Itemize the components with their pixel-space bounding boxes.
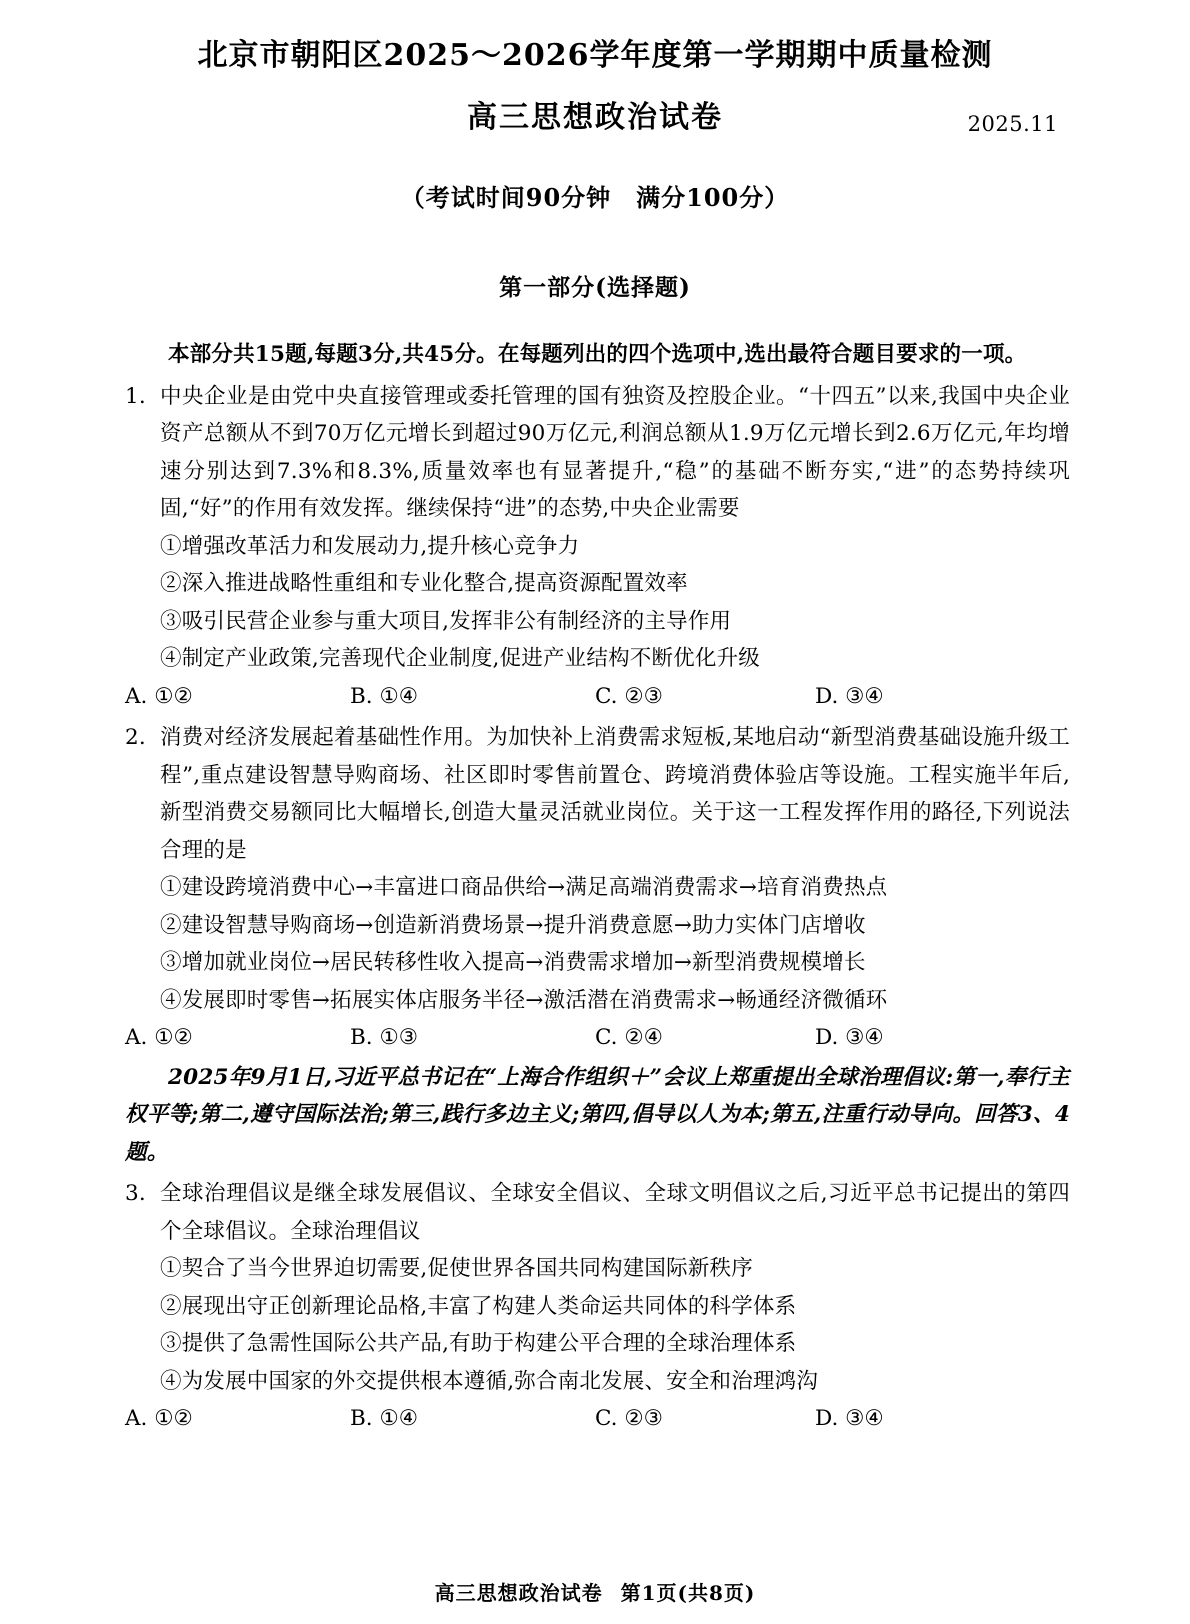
exam-date: 2025.11	[967, 112, 1058, 136]
question-item	[125, 719, 1070, 1057]
question-item	[125, 1175, 1070, 1438]
question-option: ④制定产业政策,完善现代企业制度,促进产业结构不断优化升级	[160, 646, 760, 671]
choice-c[interactable]: C. ②④	[595, 1025, 663, 1050]
question-number: 2.	[125, 725, 146, 750]
question-option: ①契合了当今世界迫切需要,促使世界各国共同构建国际新秩序	[160, 1256, 753, 1281]
question-option: ④发展即时零售→拓展实体店服务半径→激活潜在消费需求→畅通经济微循环	[160, 987, 888, 1013]
section-instructions: 本部分共15题,每题3分,共45分。在每题列出的四个选项中,选出最符合题目要求的一项。	[168, 342, 1027, 367]
question-stem: 全球治理倡议是继全球发展倡议、全球安全倡议、全球文明倡议之后,习近平总书记提出的第四个全球倡议。全球治理倡议	[160, 1181, 1070, 1244]
shared-passage: 2025年9月1日,习近平总书记在“上海合作组织＋”会议上郑重提出全球治理倡议:第一,奉行主权平等;第二,遵守国际法治;第三,践行多边主义;第四,倡导以人为本;第五,注重行动导向。回答3、4题。	[125, 1064, 1070, 1165]
question-number: 3.	[125, 1181, 146, 1206]
choice-d[interactable]: D. ③④	[815, 1406, 884, 1431]
page-title: 北京市朝阳区2025～2026学年度第一学期期中质量检测	[197, 38, 993, 73]
question-option: ③吸引民营企业参与重大项目,发挥非公有制经济的主导作用	[160, 608, 732, 634]
choice-d[interactable]: D. ③④	[815, 1025, 884, 1050]
question-stem: 中央企业是由党中央直接管理或委托管理的国有独资及控股企业。“十四五”以来,我国中央企业资产总额从不到70万亿元增长到超过90万亿元,利润总额从1.9万亿元增长到2.6万亿元,年均增速分别达到7.3%和8.3%,质量效率也有显著提升,“稳”的基础不断夯实,“进”的态势持续巩固,“好”的作用有效发挥。继续保持“进”的态势,中央企业需要	[160, 383, 1070, 521]
choice-a[interactable]: A. ①②	[125, 1406, 193, 1431]
exam-info: （考试时间90分钟 满分100分）	[400, 183, 790, 212]
subtitle-row	[0, 100, 1190, 148]
choice-b[interactable]: B. ①④	[350, 683, 419, 709]
choice-c[interactable]: C. ②③	[595, 1406, 663, 1431]
question-option: ④为发展中国家的外交提供根本遵循,弥合南北发展、安全和治理鸿沟	[160, 1368, 819, 1394]
question-choices	[125, 1019, 1070, 1057]
question-body	[125, 719, 1070, 1019]
question-choices	[125, 678, 1070, 716]
choice-a[interactable]: A. ①②	[125, 683, 193, 709]
choice-a[interactable]: A. ①②	[125, 1025, 193, 1050]
choice-b[interactable]: B. ①④	[350, 1406, 419, 1431]
choice-d[interactable]: D. ③④	[815, 683, 884, 709]
question-option: ②深入推进战略性重组和专业化整合,提高资源配置效率	[160, 571, 688, 596]
exam-content	[125, 336, 1070, 1438]
question-item	[125, 378, 1070, 716]
question-body	[125, 1175, 1070, 1400]
part-title: 第一部分(选择题)	[499, 274, 691, 301]
question-option: ②建设智慧导购商场→创造新消费场景→提升消费意愿→助力实体门店增收	[160, 912, 866, 938]
footer-title: 高三思想政治试卷	[434, 1581, 603, 1605]
paper-subtitle: 高三思想政治试卷	[467, 100, 723, 135]
question-body	[125, 378, 1070, 678]
question-choices	[125, 1400, 1070, 1438]
question-option: ③增加就业岗位→居民转移性收入提高→消费需求增加→新型消费规模增长	[160, 950, 866, 975]
question-option: ①增强改革活力和发展动力,提升核心竞争力	[160, 533, 580, 559]
question-option: ③提供了急需性国际公共产品,有助于构建公平合理的全球治理体系	[160, 1331, 797, 1356]
question-option: ②展现出守正创新理论品格,丰富了构建人类命运共同体的科学体系	[160, 1293, 797, 1319]
page-footer	[0, 1577, 1190, 1606]
exam-page	[0, 38, 1190, 1624]
question-number: 1.	[125, 383, 146, 409]
question-stem: 消费对经济发展起着基础性作用。为加快补上消费需求短板,某地启动“新型消费基础设施升级工程”,重点建设智慧导购商场、社区即时零售前置仓、跨境消费体验店等设施。工程实施半年后,新型消费交易额同比大幅增长,创造大量灵活就业岗位。关于这一工程发挥作用的路径,下列说法合理的是	[160, 725, 1070, 863]
footer-page-number: 第1页(共8页)	[620, 1581, 756, 1605]
choice-b[interactable]: B. ①③	[350, 1025, 419, 1050]
question-option: ①建设跨境消费中心→丰富进口商品供给→满足高端消费需求→培育消费热点	[160, 875, 888, 900]
choice-c[interactable]: C. ②③	[595, 683, 663, 709]
